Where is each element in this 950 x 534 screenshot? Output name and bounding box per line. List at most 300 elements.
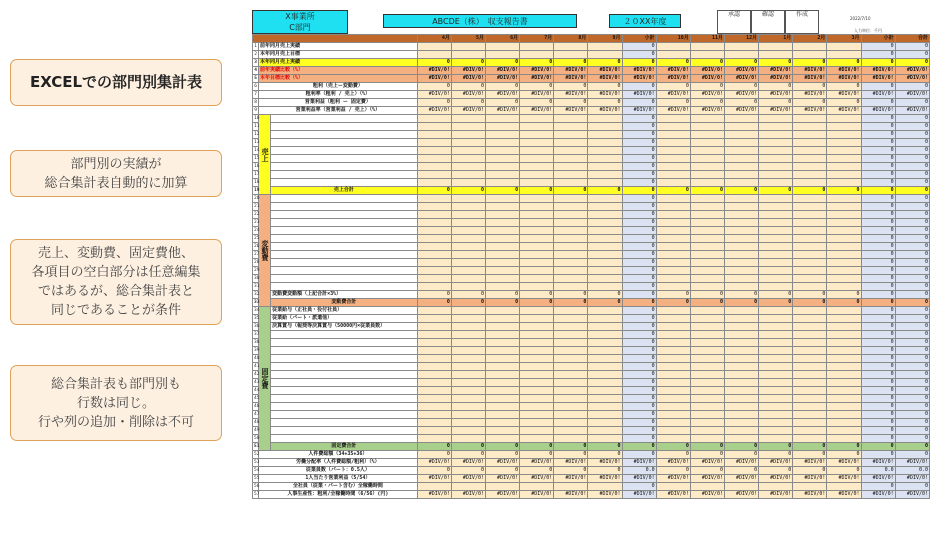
value-cell[interactable] [759, 211, 793, 219]
value-cell[interactable] [485, 139, 519, 147]
value-cell[interactable]: 0 [861, 171, 895, 179]
value-cell[interactable] [827, 395, 861, 403]
value-cell[interactable] [690, 123, 724, 131]
value-cell[interactable] [485, 195, 519, 203]
value-cell[interactable] [485, 395, 519, 403]
value-cell[interactable]: 0 [861, 435, 895, 443]
value-cell[interactable]: 0 [622, 355, 656, 363]
value-cell[interactable]: 0 [656, 467, 690, 475]
value-cell[interactable]: 0 [622, 235, 656, 243]
value-cell[interactable]: 0 [895, 355, 929, 363]
value-cell[interactable] [451, 411, 485, 419]
value-cell[interactable]: #DIV/0! [895, 91, 929, 99]
value-cell[interactable]: 0 [895, 235, 929, 243]
value-cell[interactable] [793, 259, 827, 267]
value-cell[interactable] [554, 139, 588, 147]
value-cell[interactable] [690, 331, 724, 339]
value-cell[interactable]: 0 [622, 171, 656, 179]
value-cell[interactable] [417, 259, 451, 267]
value-cell[interactable]: 0 [451, 451, 485, 459]
value-cell[interactable] [417, 43, 451, 51]
value-cell[interactable] [827, 427, 861, 435]
value-cell[interactable]: 0 [451, 83, 485, 91]
value-cell[interactable]: #DIV/0! [861, 75, 895, 83]
value-cell[interactable] [520, 179, 554, 187]
value-cell[interactable] [417, 355, 451, 363]
value-cell[interactable]: 0 [690, 83, 724, 91]
value-cell[interactable] [656, 355, 690, 363]
value-cell[interactable] [656, 163, 690, 171]
value-cell[interactable] [451, 219, 485, 227]
value-cell[interactable] [451, 347, 485, 355]
row-label[interactable]: 営業利益率（営業利益 / 売上）（%） [259, 107, 418, 115]
value-cell[interactable]: #DIV/0! [895, 75, 929, 83]
value-cell[interactable]: 0 [520, 467, 554, 475]
value-cell[interactable] [451, 211, 485, 219]
value-cell[interactable] [793, 331, 827, 339]
value-cell[interactable]: 0 [690, 299, 724, 307]
row-label[interactable]: 本年目標比較（%） [259, 75, 418, 83]
value-cell[interactable] [451, 283, 485, 291]
value-cell[interactable] [520, 147, 554, 155]
value-cell[interactable]: 0 [759, 467, 793, 475]
value-cell[interactable]: 0 [895, 371, 929, 379]
value-cell[interactable]: 0 [895, 347, 929, 355]
value-cell[interactable]: 0 [895, 427, 929, 435]
value-cell[interactable]: 0 [622, 259, 656, 267]
value-cell[interactable] [827, 235, 861, 243]
value-cell[interactable] [656, 419, 690, 427]
value-cell[interactable] [656, 331, 690, 339]
value-cell[interactable] [588, 267, 622, 275]
value-cell[interactable] [759, 259, 793, 267]
value-cell[interactable] [793, 227, 827, 235]
value-cell[interactable]: 0 [895, 131, 929, 139]
value-cell[interactable]: 0 [895, 275, 929, 283]
value-cell[interactable]: 0 [622, 267, 656, 275]
value-cell[interactable] [485, 315, 519, 323]
value-cell[interactable] [485, 235, 519, 243]
value-cell[interactable] [793, 115, 827, 123]
value-cell[interactable]: #DIV/0! [759, 491, 793, 499]
value-cell[interactable] [451, 139, 485, 147]
value-cell[interactable] [588, 203, 622, 211]
value-cell[interactable] [451, 483, 485, 491]
value-cell[interactable] [588, 371, 622, 379]
value-cell[interactable]: 0 [861, 307, 895, 315]
value-cell[interactable] [827, 211, 861, 219]
value-cell[interactable] [690, 155, 724, 163]
value-cell[interactable] [451, 355, 485, 363]
value-cell[interactable]: #DIV/0! [588, 459, 622, 467]
value-cell[interactable] [588, 427, 622, 435]
value-cell[interactable] [451, 235, 485, 243]
value-cell[interactable] [451, 163, 485, 171]
value-cell[interactable] [724, 355, 758, 363]
value-cell[interactable] [724, 283, 758, 291]
value-cell[interactable]: #DIV/0! [656, 491, 690, 499]
value-cell[interactable]: #DIV/0! [793, 491, 827, 499]
value-cell[interactable] [520, 275, 554, 283]
value-cell[interactable]: 0 [622, 83, 656, 91]
value-cell[interactable] [417, 115, 451, 123]
value-cell[interactable]: 0 [861, 139, 895, 147]
value-cell[interactable]: 0 [759, 187, 793, 195]
value-cell[interactable] [759, 323, 793, 331]
value-cell[interactable]: #DIV/0! [451, 491, 485, 499]
value-cell[interactable]: #DIV/0! [622, 75, 656, 83]
value-cell[interactable]: #DIV/0! [622, 459, 656, 467]
value-cell[interactable]: #DIV/0! [656, 107, 690, 115]
value-cell[interactable] [656, 43, 690, 51]
value-cell[interactable]: #DIV/0! [827, 491, 861, 499]
row-label[interactable] [271, 259, 418, 267]
value-cell[interactable] [417, 379, 451, 387]
value-cell[interactable]: #DIV/0! [451, 67, 485, 75]
value-cell[interactable] [554, 51, 588, 59]
value-cell[interactable] [485, 347, 519, 355]
value-cell[interactable] [690, 347, 724, 355]
value-cell[interactable]: 0 [622, 203, 656, 211]
value-cell[interactable]: 0 [895, 203, 929, 211]
value-cell[interactable]: 0 [895, 99, 929, 107]
value-cell[interactable]: 0 [895, 139, 929, 147]
value-cell[interactable]: 0 [622, 275, 656, 283]
value-cell[interactable] [793, 283, 827, 291]
value-cell[interactable]: #DIV/0! [588, 91, 622, 99]
value-cell[interactable] [724, 331, 758, 339]
value-cell[interactable] [793, 195, 827, 203]
value-cell[interactable] [417, 283, 451, 291]
value-cell[interactable] [588, 379, 622, 387]
value-cell[interactable]: 0 [690, 451, 724, 459]
value-cell[interactable] [724, 427, 758, 435]
value-cell[interactable]: #DIV/0! [861, 475, 895, 483]
value-cell[interactable] [451, 307, 485, 315]
value-cell[interactable] [827, 155, 861, 163]
column-header[interactable]: 12月 [724, 35, 758, 43]
value-cell[interactable]: #DIV/0! [861, 491, 895, 499]
column-header[interactable]: 9月 [588, 35, 622, 43]
value-cell[interactable]: #DIV/0! [554, 491, 588, 499]
value-cell[interactable] [827, 147, 861, 155]
value-cell[interactable]: #DIV/0! [827, 107, 861, 115]
value-cell[interactable] [656, 307, 690, 315]
value-cell[interactable]: 0 [622, 51, 656, 59]
value-cell[interactable]: 0 [622, 315, 656, 323]
value-cell[interactable]: 0 [861, 51, 895, 59]
value-cell[interactable]: 0 [622, 211, 656, 219]
value-cell[interactable] [520, 267, 554, 275]
value-cell[interactable] [554, 243, 588, 251]
row-label[interactable]: 決算賞与（報奨等決算賞与（50000円×従業員数） [271, 323, 418, 331]
row-label[interactable]: 固定費合計 [271, 443, 418, 451]
value-cell[interactable] [656, 395, 690, 403]
value-cell[interactable]: 0 [690, 99, 724, 107]
row-label[interactable]: 労働分配率（人件費総額/粗利）（%） [259, 459, 418, 467]
value-cell[interactable] [656, 403, 690, 411]
value-cell[interactable] [417, 147, 451, 155]
value-cell[interactable]: 0.0 [861, 467, 895, 475]
value-cell[interactable] [485, 251, 519, 259]
value-cell[interactable] [690, 115, 724, 123]
value-cell[interactable]: 0 [622, 483, 656, 491]
column-header[interactable]: 小計 [861, 35, 895, 43]
value-cell[interactable] [588, 171, 622, 179]
value-cell[interactable]: #DIV/0! [861, 67, 895, 75]
value-cell[interactable] [451, 43, 485, 51]
row-label[interactable] [271, 347, 418, 355]
value-cell[interactable]: 0 [793, 187, 827, 195]
value-cell[interactable]: 0 [588, 451, 622, 459]
value-cell[interactable] [451, 147, 485, 155]
value-cell[interactable] [554, 323, 588, 331]
value-cell[interactable]: 0 [485, 83, 519, 91]
value-cell[interactable]: #DIV/0! [622, 91, 656, 99]
value-cell[interactable]: 0 [827, 59, 861, 67]
value-cell[interactable] [520, 371, 554, 379]
value-cell[interactable]: 0 [793, 299, 827, 307]
value-cell[interactable] [827, 315, 861, 323]
value-cell[interactable] [793, 251, 827, 259]
value-cell[interactable] [793, 275, 827, 283]
value-cell[interactable] [451, 387, 485, 395]
value-cell[interactable]: 0 [622, 179, 656, 187]
value-cell[interactable]: #DIV/0! [759, 107, 793, 115]
value-cell[interactable]: #DIV/0! [724, 91, 758, 99]
value-cell[interactable]: 0 [554, 83, 588, 91]
value-cell[interactable] [656, 51, 690, 59]
value-cell[interactable]: 0 [827, 83, 861, 91]
value-cell[interactable]: 0 [759, 291, 793, 299]
value-cell[interactable] [588, 307, 622, 315]
row-label[interactable] [271, 275, 418, 283]
value-cell[interactable]: 0 [451, 467, 485, 475]
value-cell[interactable]: 0 [827, 291, 861, 299]
value-cell[interactable] [520, 283, 554, 291]
value-cell[interactable] [417, 395, 451, 403]
value-cell[interactable]: 0 [895, 411, 929, 419]
value-cell[interactable] [554, 219, 588, 227]
value-cell[interactable]: 0 [895, 291, 929, 299]
value-cell[interactable]: #DIV/0! [827, 475, 861, 483]
value-cell[interactable] [827, 171, 861, 179]
value-cell[interactable] [827, 259, 861, 267]
value-cell[interactable] [520, 219, 554, 227]
value-cell[interactable]: 0 [417, 467, 451, 475]
value-cell[interactable] [485, 307, 519, 315]
value-cell[interactable]: #DIV/0! [520, 67, 554, 75]
value-cell[interactable]: 0 [588, 83, 622, 91]
value-cell[interactable] [554, 275, 588, 283]
value-cell[interactable] [520, 235, 554, 243]
value-cell[interactable]: #DIV/0! [417, 475, 451, 483]
value-cell[interactable] [417, 171, 451, 179]
value-cell[interactable] [588, 339, 622, 347]
value-cell[interactable] [656, 203, 690, 211]
value-cell[interactable]: 0 [485, 451, 519, 459]
value-cell[interactable] [588, 243, 622, 251]
value-cell[interactable] [793, 363, 827, 371]
value-cell[interactable] [485, 211, 519, 219]
value-cell[interactable] [554, 411, 588, 419]
value-cell[interactable]: 0 [861, 347, 895, 355]
value-cell[interactable] [520, 435, 554, 443]
column-header[interactable]: 10月 [656, 35, 690, 43]
value-cell[interactable] [724, 403, 758, 411]
value-cell[interactable]: 0 [656, 299, 690, 307]
value-cell[interactable]: #DIV/0! [724, 67, 758, 75]
value-cell[interactable]: 0 [622, 227, 656, 235]
value-cell[interactable]: 0 [861, 403, 895, 411]
value-cell[interactable]: 0 [622, 99, 656, 107]
value-cell[interactable] [690, 395, 724, 403]
value-cell[interactable] [451, 243, 485, 251]
value-cell[interactable]: #DIV/0! [690, 107, 724, 115]
value-cell[interactable]: 0 [724, 451, 758, 459]
value-cell[interactable] [656, 235, 690, 243]
column-header[interactable]: 2月 [793, 35, 827, 43]
value-cell[interactable] [485, 123, 519, 131]
value-cell[interactable] [827, 163, 861, 171]
value-cell[interactable] [588, 315, 622, 323]
value-cell[interactable]: 0 [759, 59, 793, 67]
value-cell[interactable] [417, 403, 451, 411]
value-cell[interactable]: #DIV/0! [520, 491, 554, 499]
value-cell[interactable]: #DIV/0! [417, 107, 451, 115]
value-cell[interactable]: #DIV/0! [451, 75, 485, 83]
value-cell[interactable] [827, 347, 861, 355]
value-cell[interactable] [690, 171, 724, 179]
value-cell[interactable]: #DIV/0! [588, 107, 622, 115]
value-cell[interactable]: #DIV/0! [656, 475, 690, 483]
value-cell[interactable]: 0 [895, 83, 929, 91]
value-cell[interactable] [451, 51, 485, 59]
value-cell[interactable]: 0 [520, 443, 554, 451]
value-cell[interactable]: 0 [861, 131, 895, 139]
value-cell[interactable]: 0 [588, 443, 622, 451]
value-cell[interactable]: 0 [895, 243, 929, 251]
value-cell[interactable] [759, 219, 793, 227]
value-cell[interactable] [690, 355, 724, 363]
value-cell[interactable] [690, 403, 724, 411]
value-cell[interactable] [759, 139, 793, 147]
value-cell[interactable]: 0 [520, 291, 554, 299]
value-cell[interactable]: #DIV/0! [793, 75, 827, 83]
value-cell[interactable] [451, 195, 485, 203]
value-cell[interactable] [485, 179, 519, 187]
value-cell[interactable] [485, 155, 519, 163]
value-cell[interactable]: #DIV/0! [485, 459, 519, 467]
value-cell[interactable] [827, 179, 861, 187]
value-cell[interactable]: 0 [861, 147, 895, 155]
row-label[interactable]: 従業給与（正社員・役付社員） [271, 307, 418, 315]
value-cell[interactable]: #DIV/0! [895, 107, 929, 115]
value-cell[interactable] [827, 123, 861, 131]
value-cell[interactable]: 0 [861, 235, 895, 243]
value-cell[interactable] [793, 267, 827, 275]
value-cell[interactable] [724, 243, 758, 251]
value-cell[interactable] [554, 235, 588, 243]
value-cell[interactable] [417, 227, 451, 235]
value-cell[interactable]: 0 [895, 115, 929, 123]
value-cell[interactable] [485, 131, 519, 139]
value-cell[interactable] [520, 307, 554, 315]
value-cell[interactable]: 0 [485, 299, 519, 307]
value-cell[interactable] [485, 435, 519, 443]
value-cell[interactable] [759, 171, 793, 179]
value-cell[interactable]: #DIV/0! [554, 75, 588, 83]
value-cell[interactable]: #DIV/0! [793, 107, 827, 115]
value-cell[interactable] [724, 411, 758, 419]
value-cell[interactable] [588, 155, 622, 163]
row-label[interactable]: 変動費合計 [271, 299, 418, 307]
value-cell[interactable] [827, 219, 861, 227]
value-cell[interactable] [588, 179, 622, 187]
row-label[interactable] [271, 203, 418, 211]
row-label[interactable] [271, 155, 418, 163]
column-header[interactable]: 8月 [554, 35, 588, 43]
value-cell[interactable] [656, 379, 690, 387]
value-cell[interactable] [485, 267, 519, 275]
column-header[interactable]: 合計 [895, 35, 929, 43]
value-cell[interactable]: 0 [895, 435, 929, 443]
value-cell[interactable]: 0 [520, 187, 554, 195]
value-cell[interactable] [724, 195, 758, 203]
value-cell[interactable] [827, 419, 861, 427]
value-cell[interactable]: 0 [861, 227, 895, 235]
value-cell[interactable]: 0 [861, 395, 895, 403]
value-cell[interactable]: 0 [417, 187, 451, 195]
value-cell[interactable]: #DIV/0! [485, 107, 519, 115]
value-cell[interactable] [520, 43, 554, 51]
value-cell[interactable]: 0 [622, 251, 656, 259]
value-cell[interactable] [793, 203, 827, 211]
value-cell[interactable] [520, 123, 554, 131]
value-cell[interactable]: 0 [793, 59, 827, 67]
value-cell[interactable]: 0 [656, 451, 690, 459]
value-cell[interactable] [759, 131, 793, 139]
value-cell[interactable] [759, 43, 793, 51]
value-cell[interactable] [520, 403, 554, 411]
value-cell[interactable] [417, 139, 451, 147]
value-cell[interactable] [793, 51, 827, 59]
value-cell[interactable]: #DIV/0! [724, 459, 758, 467]
value-cell[interactable]: #DIV/0! [588, 67, 622, 75]
value-cell[interactable]: 0 [622, 347, 656, 355]
row-label[interactable] [271, 395, 418, 403]
value-cell[interactable] [520, 243, 554, 251]
value-cell[interactable] [724, 51, 758, 59]
value-cell[interactable]: 0 [895, 483, 929, 491]
value-cell[interactable]: 0 [895, 403, 929, 411]
value-cell[interactable]: #DIV/0! [417, 75, 451, 83]
value-cell[interactable] [656, 131, 690, 139]
row-label[interactable] [271, 235, 418, 243]
value-cell[interactable] [759, 275, 793, 283]
value-cell[interactable] [724, 219, 758, 227]
value-cell[interactable]: 0 [622, 307, 656, 315]
value-cell[interactable]: #DIV/0! [622, 475, 656, 483]
value-cell[interactable] [554, 403, 588, 411]
row-label[interactable] [271, 227, 418, 235]
value-cell[interactable] [485, 171, 519, 179]
value-cell[interactable] [485, 323, 519, 331]
value-cell[interactable]: 0 [622, 395, 656, 403]
row-label[interactable] [271, 371, 418, 379]
value-cell[interactable] [485, 483, 519, 491]
value-cell[interactable] [759, 339, 793, 347]
